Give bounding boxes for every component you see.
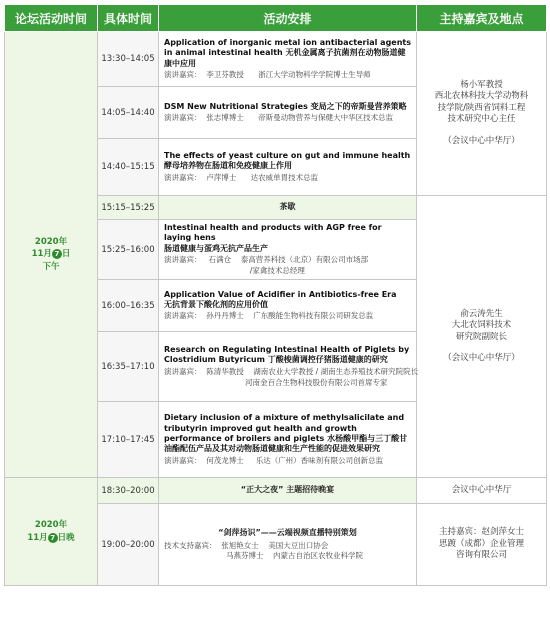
header-activity: 活动安排 [159, 5, 417, 32]
host-yang: 杨小军教授 西北农林科技大学动物科 技学院/陕西省饲料工程 技术研究中心主任 （会议中心中华厅） [417, 32, 547, 196]
session-speaker: 演讲嘉宾： 孙丹丹博士 广东酸能生物科技有限公司研发总监 [164, 311, 374, 321]
session-time: 14:40–15:15 [98, 139, 159, 196]
evening-venue: 会议中心中华厅 [417, 478, 547, 504]
tech-support-2: 马燕芬博士 内蒙古自治区农牧业科学院 [164, 550, 364, 560]
session-title-cn: 酵母培养物在肠道和免疫健康上作用 [164, 161, 292, 171]
session-title-en: Application Value of Acidifier in Antibiotics-free Era [164, 289, 397, 299]
session-speaker: 演讲嘉宾： 何茂龙博士 乐达（广州）香味剂有限公司创新总监 [164, 455, 384, 465]
session-activity [159, 280, 417, 332]
session-activity [159, 32, 417, 87]
session-row [5, 32, 547, 87]
evening-livestream [159, 504, 417, 586]
header-forum-time: 论坛活动时间 [5, 5, 98, 32]
evening-banquet: “正大之夜” 主题招待晚宴 [159, 478, 417, 504]
session-activity [159, 220, 417, 280]
host-venue: （会议中心中华厅） [443, 135, 520, 146]
session-title: DSM New Nutritional Strategies 变局之下的帝斯曼营养策略 [164, 101, 407, 111]
date-year: 2020年 [34, 237, 68, 248]
forum-schedule-table [4, 4, 547, 586]
header-host-venue: 主持嘉宾及地点 [417, 5, 547, 32]
session-activity [159, 332, 417, 402]
tech-support-1: 技术支持嘉宾： 张旭艳女士 美国大豆出口协会 [164, 540, 329, 550]
header-row [5, 5, 547, 32]
session-time: 17:10–17:45 [98, 402, 159, 478]
host-venue: （会议中心中华厅） [443, 352, 520, 363]
session-speaker: 演讲嘉宾： 张志博博士 帝斯曼动物营养与保健大中华区技术总监 [164, 113, 394, 123]
session-time: 15:15–15:25 [98, 196, 159, 220]
session-activity [159, 402, 417, 478]
session-title: Research on Regulating Intestinal Health of Piglets by Clostridium Butyricum 丁酸梭菌调控仔猪肠道健康的研究 [164, 344, 410, 365]
evening-date-cell [5, 478, 98, 586]
day-circle: 7 [48, 533, 58, 543]
date-period: 下午 [42, 261, 60, 272]
evening-time: 18:30–20:00 [98, 478, 159, 504]
session-title-en: The effects of yeast culture on gut and immune health [164, 151, 411, 161]
session-time: 16:35–17:10 [98, 332, 159, 402]
date-month-day: 11月 7 日晚 [27, 532, 75, 543]
host-yu: 俞云涛先生 大北农饲料技术 研究院副院长 （会议中心中华厅） [417, 196, 547, 478]
session-time: 16:00–16:35 [98, 280, 159, 332]
date-year: 2020年 [34, 520, 68, 531]
session-title: Application of inorganic metal ion antibacterial agents in animal intestinal health 无机金属离子抗菌剂在动物肠道健康中应用 [164, 37, 411, 68]
session-activity [159, 139, 417, 196]
session-speaker: 演讲嘉宾： 石满仓 泰高营养科技（北京）有限公司市场部 [164, 254, 369, 264]
date-month-day: 11月 7 日 [31, 249, 71, 260]
session-speaker: 演讲嘉宾： 卢萍博士 达农威单胃技术总监 [164, 172, 319, 182]
session-time: 13:30–14:05 [98, 32, 159, 87]
evening-host: 主持嘉宾：赵剑萍女士 思踱（成都）企业管理 咨询有限公司 [417, 504, 547, 586]
session-title-cn: 无抗背景下酸化剂的应用价值 [164, 299, 268, 309]
tea-break-label: 茶歇 [159, 196, 417, 220]
schedule-wrapper [4, 4, 546, 586]
session-speaker-cont: /家禽技术总经理 [164, 266, 305, 276]
evening-row [5, 478, 547, 504]
session-title-en: Intestinal health and products with AGP free for laying hens [164, 222, 382, 243]
header-specific-time: 具体时间 [98, 5, 159, 32]
livestream-title: “剑萍扬识”——云端视频直播特别策划 [218, 527, 357, 537]
session-time: 14:05–14:40 [98, 87, 159, 139]
session-title: Dietary inclusion of a mixture of methylsalicilate and tributyrin improved gut health and growth performance of broilers and piglets 水杨酸甲酯与三丁酸甘油酯配伍产品及其对动物肠道健康和生产性能的促进效果研究 [164, 413, 408, 454]
session-activity [159, 87, 417, 139]
session-time: 15:25–16:00 [98, 220, 159, 280]
afternoon-date-cell [5, 32, 98, 478]
session-speaker: 演讲嘉宾： 陈清华教授 湖南农业大学教授 / 湖南生态养殖技术研究院院长 [164, 366, 419, 376]
evening-time: 19:00–20:00 [98, 504, 159, 586]
day-circle: 7 [52, 249, 62, 259]
session-speaker: 演讲嘉宾： 李卫芬教授 浙江大学动物科学学院博士生导师 [164, 70, 371, 80]
session-speaker-cont: 河南金百合生物科技股份有限公司首席专家 [164, 377, 388, 387]
session-title-cn: 肠道健康与蛋鸡无抗产品生产 [164, 243, 268, 253]
